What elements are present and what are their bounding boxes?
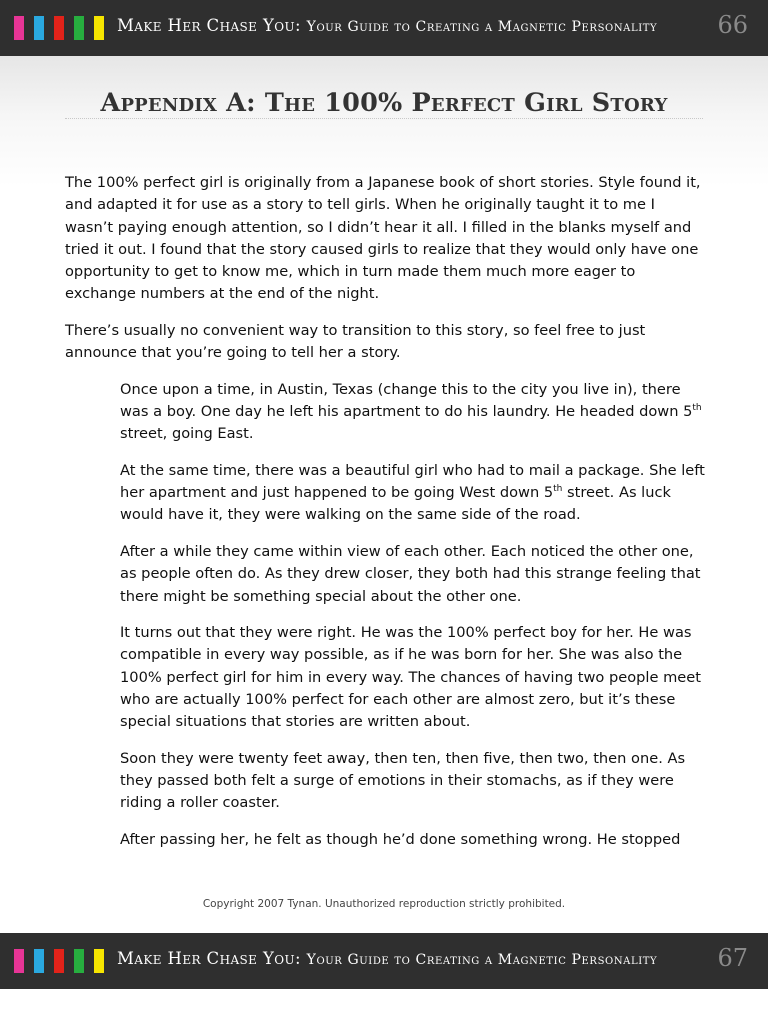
story-text: At the same time, there was a beautiful girl who had to mail a package. She left her apartment and just happened to be going West down 5: [120, 461, 705, 502]
header-bar: [0, 0, 768, 56]
book-title-main: Make Her Chase You:: [117, 949, 301, 968]
swatch-green: [74, 949, 84, 973]
swatch-yellow: [94, 16, 104, 40]
story-paragraph-1: [120, 379, 705, 446]
swatch-pink: [14, 16, 24, 40]
swatch-red: [54, 949, 64, 973]
page-number: 67: [717, 944, 748, 972]
page-number: 66: [717, 11, 748, 39]
footer-bar: [0, 933, 768, 989]
story-text: street. As luck would have it, they were walking on the same side of the road.: [120, 484, 671, 524]
paragraph-intro: The 100% perfect girl is originally from a Japanese book of short stories. Style found it, and adapted it for use as a story to tell girls. When he originally taught it to me I wasn’t paying enough attention, so I didn’t hear it all. I filled in the blanks myself and tried it out. I found that the story caused girls to realize that they would only have one opportunity to get to know me, which in turn made them much more eager to exchange numbers at the end of the night.: [65, 174, 701, 303]
book-subtitle: Your Guide to Creating a Magnetic Personality: [306, 19, 658, 35]
title-divider: [65, 118, 703, 119]
book-subtitle: Your Guide to Creating a Magnetic Personality: [306, 952, 658, 968]
ordinal-suffix: th: [692, 403, 702, 414]
story-text: street, going East.: [120, 425, 254, 443]
story-paragraph-3: After a while they came within view of each other. Each noticed the other one, as people often do. As they drew closer, they both had this strange feeling that there might be something special about the other one.: [120, 542, 701, 605]
story-paragraph-2: [120, 460, 705, 527]
swatch-blue: [34, 16, 44, 40]
paragraph-transition: There’s usually no convenient way to transition to this story, so feel free to just announce that you’re going to tell her a story.: [65, 321, 646, 362]
story-paragraph-6: After passing her, he felt as though he’d done something wrong. He stopped: [120, 830, 681, 848]
ordinal-suffix: th: [553, 484, 563, 495]
book-title: [117, 16, 657, 35]
swatch-pink: [14, 949, 24, 973]
book-title-main: Make Her Chase You:: [117, 16, 301, 35]
book-title: [117, 949, 657, 968]
story-paragraph-5: Soon they were twenty feet away, then ten, then five, then two, then one. As they passed both felt a surge of emotions in their stomachs, as if they were riding a roller coaster.: [120, 749, 686, 812]
swatch-blue: [34, 949, 44, 973]
swatch-green: [74, 16, 84, 40]
document-body: [65, 172, 705, 865]
story-paragraph-4: It turns out that they were right. He was the 100% perfect boy for her. He was compatible in every way possible, as if he was born for her. She was also the 100% perfect girl for him in every way. The chances of having two people meet who are actually 100% perfect for each other are almost zero, but it’s these special situations that stories are written about.: [120, 623, 701, 731]
page-title: Appendix A: The 100% Perfect Girl Story: [100, 88, 668, 118]
swatch-red: [54, 16, 64, 40]
story-text: Once upon a time, in Austin, Texas (change this to the city you live in), there was a boy. One day he left his apartment to do his laundry. He headed down 5: [120, 380, 693, 421]
swatch-yellow: [94, 949, 104, 973]
copyright-notice: Copyright 2007 Tynan. Unauthorized reproduction strictly prohibited.: [202, 898, 566, 910]
